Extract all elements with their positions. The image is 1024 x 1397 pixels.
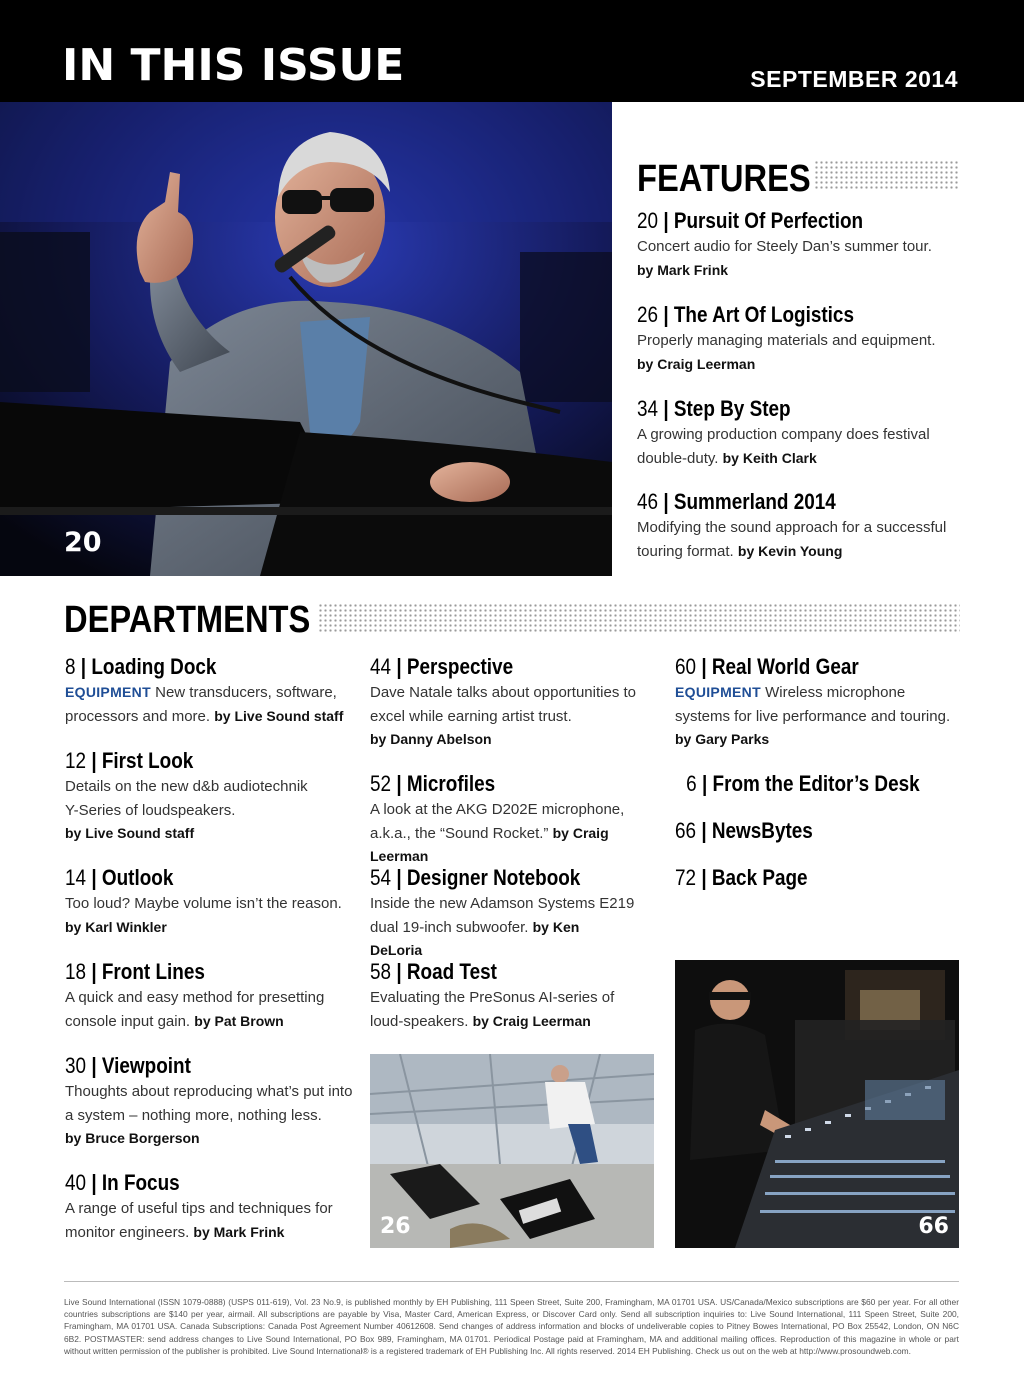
entry-heading[interactable] — [675, 653, 920, 681]
divider-bar: | — [658, 302, 674, 327]
toc-entry[interactable] — [370, 958, 645, 1033]
entry-heading[interactable] — [370, 958, 607, 986]
page-number: 8 — [65, 654, 76, 679]
description-text: Wireless microphone systems for live performance and touring. — [675, 684, 951, 725]
description-text: Evaluating the PreSonus AI-series of loud-speakers. — [370, 989, 615, 1030]
article-description — [370, 798, 660, 869]
description-text: Thoughts about reproducing what’s put into a system – nothing more, nothing less. — [65, 1083, 353, 1124]
divider-bar: | — [696, 865, 712, 890]
article-title[interactable]: In Focus — [101, 1170, 180, 1195]
divider-bar: | — [86, 1170, 102, 1195]
toc-entry[interactable] — [65, 1169, 340, 1244]
article-description — [637, 329, 957, 353]
entry-heading[interactable] — [675, 770, 920, 798]
article-description — [370, 986, 645, 1033]
description-text: A look at the AKG D202E microphone, a.k.a., the “Sound Rocket.” — [370, 801, 625, 842]
divider-bar: | — [86, 1053, 102, 1078]
entry-heading[interactable] — [370, 864, 598, 892]
page-number: 72 — [675, 865, 697, 890]
description-text: Dave Natale talks about opportunities to excel while earning artist trust. — [370, 684, 636, 725]
departments-heading: DEPARTMENTS — [64, 599, 311, 641]
article-description — [370, 892, 635, 963]
entry-heading[interactable] — [65, 1169, 302, 1197]
divider-bar: | — [86, 865, 102, 890]
article-description — [65, 1080, 355, 1127]
toc-entry[interactable] — [637, 488, 957, 563]
road-test-photo[interactable] — [370, 1054, 654, 1248]
article-title[interactable]: Real World Gear — [711, 654, 859, 679]
entry-heading[interactable] — [65, 958, 302, 986]
toc-entry[interactable] — [675, 817, 960, 845]
page-number: 66 — [675, 818, 697, 843]
description-text: New transducers, software, processors and more. — [65, 684, 337, 725]
entry-heading[interactable] — [65, 1052, 314, 1080]
article-description — [370, 681, 645, 728]
article-title[interactable]: Pursuit Of Perfection — [673, 208, 864, 233]
publication-fine-print: Live Sound International (ISSN 1079-0888) (USPS 011-619), Vol. 23 No.9, is published monthly by EH Publishing, 111 Speen Street, Suite 200, Framingham, MA 01701 USA. US/Canada/Mexico subscriptions are $60 per year. For all other countries subscriptions are $140 per year, airmail. All subscriptions are payable by Visa, Master Card, American Express, or Discover Card only. Send all subscription inquiries to: Live Sound International, 111 Speen Street, Suite 200, Framingham, MA 01701 USA. Canada Subscriptions: Canada Post Agreement Number 40612608. Send changes of address information and blocks of undeliverable copies to Pitney Bowes International, PO Box 25542, London, ON N6C 6B2. POSTMASTER: send address changes to Live Sound International, PO Box 989, Framingham, MA 01701. Periodical Postage paid at Framingham, MA and additional mailing offices. Reproduction of this magazine in whole or part without written permission of the publisher is prohibited. Live Sound International® is a registered trademark of EH Publishing Inc. All rights reserved. 2014 EH Publishing. Check us out on the web at http://www.prosoundweb.com. — [64, 1297, 959, 1356]
article-title[interactable]: From the Editor’s Desk — [712, 771, 920, 796]
divider-bar: | — [391, 865, 407, 890]
author-byline: by Bruce Borgerson — [65, 1130, 200, 1146]
divider-bar: | — [75, 654, 92, 679]
article-title[interactable]: Perspective — [406, 654, 514, 679]
article-title[interactable]: Designer Notebook — [406, 865, 581, 890]
page-number: 14 — [65, 865, 87, 890]
page-number: 26 — [637, 302, 659, 327]
toc-entry[interactable] — [370, 653, 645, 752]
article-description — [65, 775, 325, 822]
hero-photo-illustration — [0, 102, 612, 576]
console-page-number: 66 — [918, 1214, 949, 1239]
departments-heading-dots — [318, 603, 960, 633]
page-number: 46 — [637, 489, 659, 514]
toc-entry[interactable] — [370, 864, 635, 963]
description-text: Modifying the sound approach for a successful touring format. — [637, 519, 947, 560]
entry-heading[interactable] — [637, 395, 899, 423]
description-text: A range of useful tips and techniques for monitor engineers. — [65, 1200, 333, 1241]
divider-bar: | — [391, 654, 407, 679]
page-number: 6 — [686, 771, 697, 796]
toc-entry[interactable] — [65, 653, 355, 728]
author-byline: by Ken DeLoria — [370, 918, 580, 958]
description-text: Details on the new d&b audiotechnik Y-Series of loudspeakers. — [65, 778, 308, 819]
page-number: 12 — [65, 748, 87, 773]
article-description — [637, 423, 942, 470]
divider-bar: | — [696, 818, 712, 843]
article-description — [675, 681, 960, 728]
author-byline: by Gary Parks — [675, 731, 770, 747]
page-number: 54 — [370, 865, 392, 890]
entry-heading[interactable] — [65, 747, 289, 775]
hero-photo[interactable] — [0, 102, 612, 576]
author-byline: by Craig Leerman — [472, 1012, 591, 1029]
author-byline: by Karl Winkler — [65, 918, 167, 935]
divider-bar: | — [86, 959, 102, 984]
hero-page-number: 20 — [64, 527, 102, 558]
divider-bar: | — [696, 771, 713, 796]
divider-bar: | — [658, 489, 674, 514]
page-number: 34 — [637, 396, 659, 421]
divider-bar: | — [86, 748, 102, 773]
features-heading: FEATURES — [637, 158, 811, 200]
category-label: EQUIPMENT — [675, 684, 761, 700]
article-description — [637, 235, 957, 259]
toc-entry[interactable] — [675, 653, 960, 752]
entry-heading[interactable] — [637, 301, 912, 329]
divider-bar: | — [658, 396, 674, 421]
console-photo[interactable] — [675, 960, 959, 1248]
toc-entry[interactable] — [637, 395, 942, 470]
author-byline: by Craig Leerman — [637, 355, 756, 372]
article-title[interactable]: The Art Of Logistics — [673, 302, 854, 327]
toc-entry[interactable] — [675, 864, 960, 892]
category-label: EQUIPMENT — [65, 684, 151, 700]
author-byline: by Danny Abelson — [370, 731, 492, 747]
article-title[interactable]: NewsBytes — [711, 818, 813, 843]
description-text: A quick and easy method for presetting console input gain. — [65, 989, 325, 1030]
author-byline: by Kevin Young — [737, 542, 843, 559]
road-test-photo-illustration — [370, 1054, 654, 1248]
toc-entry[interactable] — [370, 770, 660, 869]
masthead-bar — [0, 0, 1024, 102]
article-title[interactable]: Microfiles — [406, 771, 496, 796]
article-description — [65, 1197, 340, 1244]
page-title: IN THIS ISSUE — [62, 40, 405, 91]
article-title[interactable]: Outlook — [101, 865, 174, 890]
entry-heading[interactable] — [65, 864, 314, 892]
entry-heading[interactable] — [637, 207, 912, 235]
entry-heading[interactable] — [65, 653, 314, 681]
footer-rule — [64, 1281, 959, 1282]
page-number: 60 — [675, 654, 697, 679]
article-title[interactable]: Viewpoint — [101, 1053, 191, 1078]
entry-heading[interactable] — [675, 817, 920, 845]
article-description — [637, 516, 957, 563]
article-description — [65, 986, 340, 1033]
description-text: Concert audio for Steely Dan’s summer tour. — [637, 238, 932, 255]
console-photo-illustration — [675, 960, 959, 1248]
article-title[interactable]: Summerland 2014 — [673, 489, 836, 514]
description-text: Properly managing materials and equipment. — [637, 332, 936, 349]
author-byline: by Craig Leerman — [370, 824, 609, 864]
entry-heading[interactable] — [637, 488, 912, 516]
article-title[interactable]: Back Page — [711, 865, 808, 890]
author-byline: by Live Sound staff — [65, 825, 195, 841]
divider-bar: | — [696, 654, 712, 679]
divider-bar: | — [391, 959, 407, 984]
article-title[interactable]: Step By Step — [673, 396, 791, 421]
author-byline: by Keith Clark — [722, 449, 817, 466]
page-number: 40 — [65, 1170, 87, 1195]
author-byline: by Mark Frink — [193, 1223, 285, 1240]
toc-entry[interactable] — [637, 207, 957, 282]
page-number: 30 — [65, 1053, 87, 1078]
road-test-page-number: 26 — [380, 1214, 411, 1239]
entry-heading[interactable] — [370, 653, 607, 681]
entry-heading[interactable] — [370, 770, 619, 798]
article-description — [65, 892, 355, 916]
article-title[interactable]: Front Lines — [101, 959, 205, 984]
page-number: 18 — [65, 959, 87, 984]
page-number: 44 — [370, 654, 392, 679]
page-number: 58 — [370, 959, 392, 984]
description-text: A growing production company does festival double-duty. — [637, 426, 930, 467]
toc-entry[interactable] — [675, 770, 960, 798]
description-text: Too loud? Maybe volume isn’t the reason. — [65, 895, 342, 912]
issue-date: SEPTEMBER 2014 — [750, 66, 958, 92]
description-text: Inside the new Adamson Systems E219 dual 19-inch subwoofer. — [370, 895, 635, 936]
article-title[interactable]: Loading Dock — [91, 654, 217, 679]
page-number: 20 — [637, 208, 659, 233]
article-title[interactable]: First Look — [101, 748, 194, 773]
author-byline: by Pat Brown — [194, 1012, 284, 1029]
page-number: 52 — [370, 771, 392, 796]
toc-entry[interactable] — [65, 1052, 355, 1151]
features-heading-dots — [814, 160, 960, 190]
author-byline: by Live Sound staff — [214, 707, 344, 724]
article-title[interactable]: Road Test — [406, 959, 497, 984]
divider-bar: | — [391, 771, 407, 796]
toc-entry[interactable] — [65, 747, 325, 846]
entry-heading[interactable] — [675, 864, 920, 892]
toc-entry[interactable] — [637, 301, 957, 376]
article-description — [65, 681, 355, 728]
divider-bar: | — [658, 208, 674, 233]
toc-entry[interactable] — [65, 864, 355, 939]
toc-entry[interactable] — [65, 958, 340, 1033]
author-byline: by Mark Frink — [637, 261, 729, 278]
